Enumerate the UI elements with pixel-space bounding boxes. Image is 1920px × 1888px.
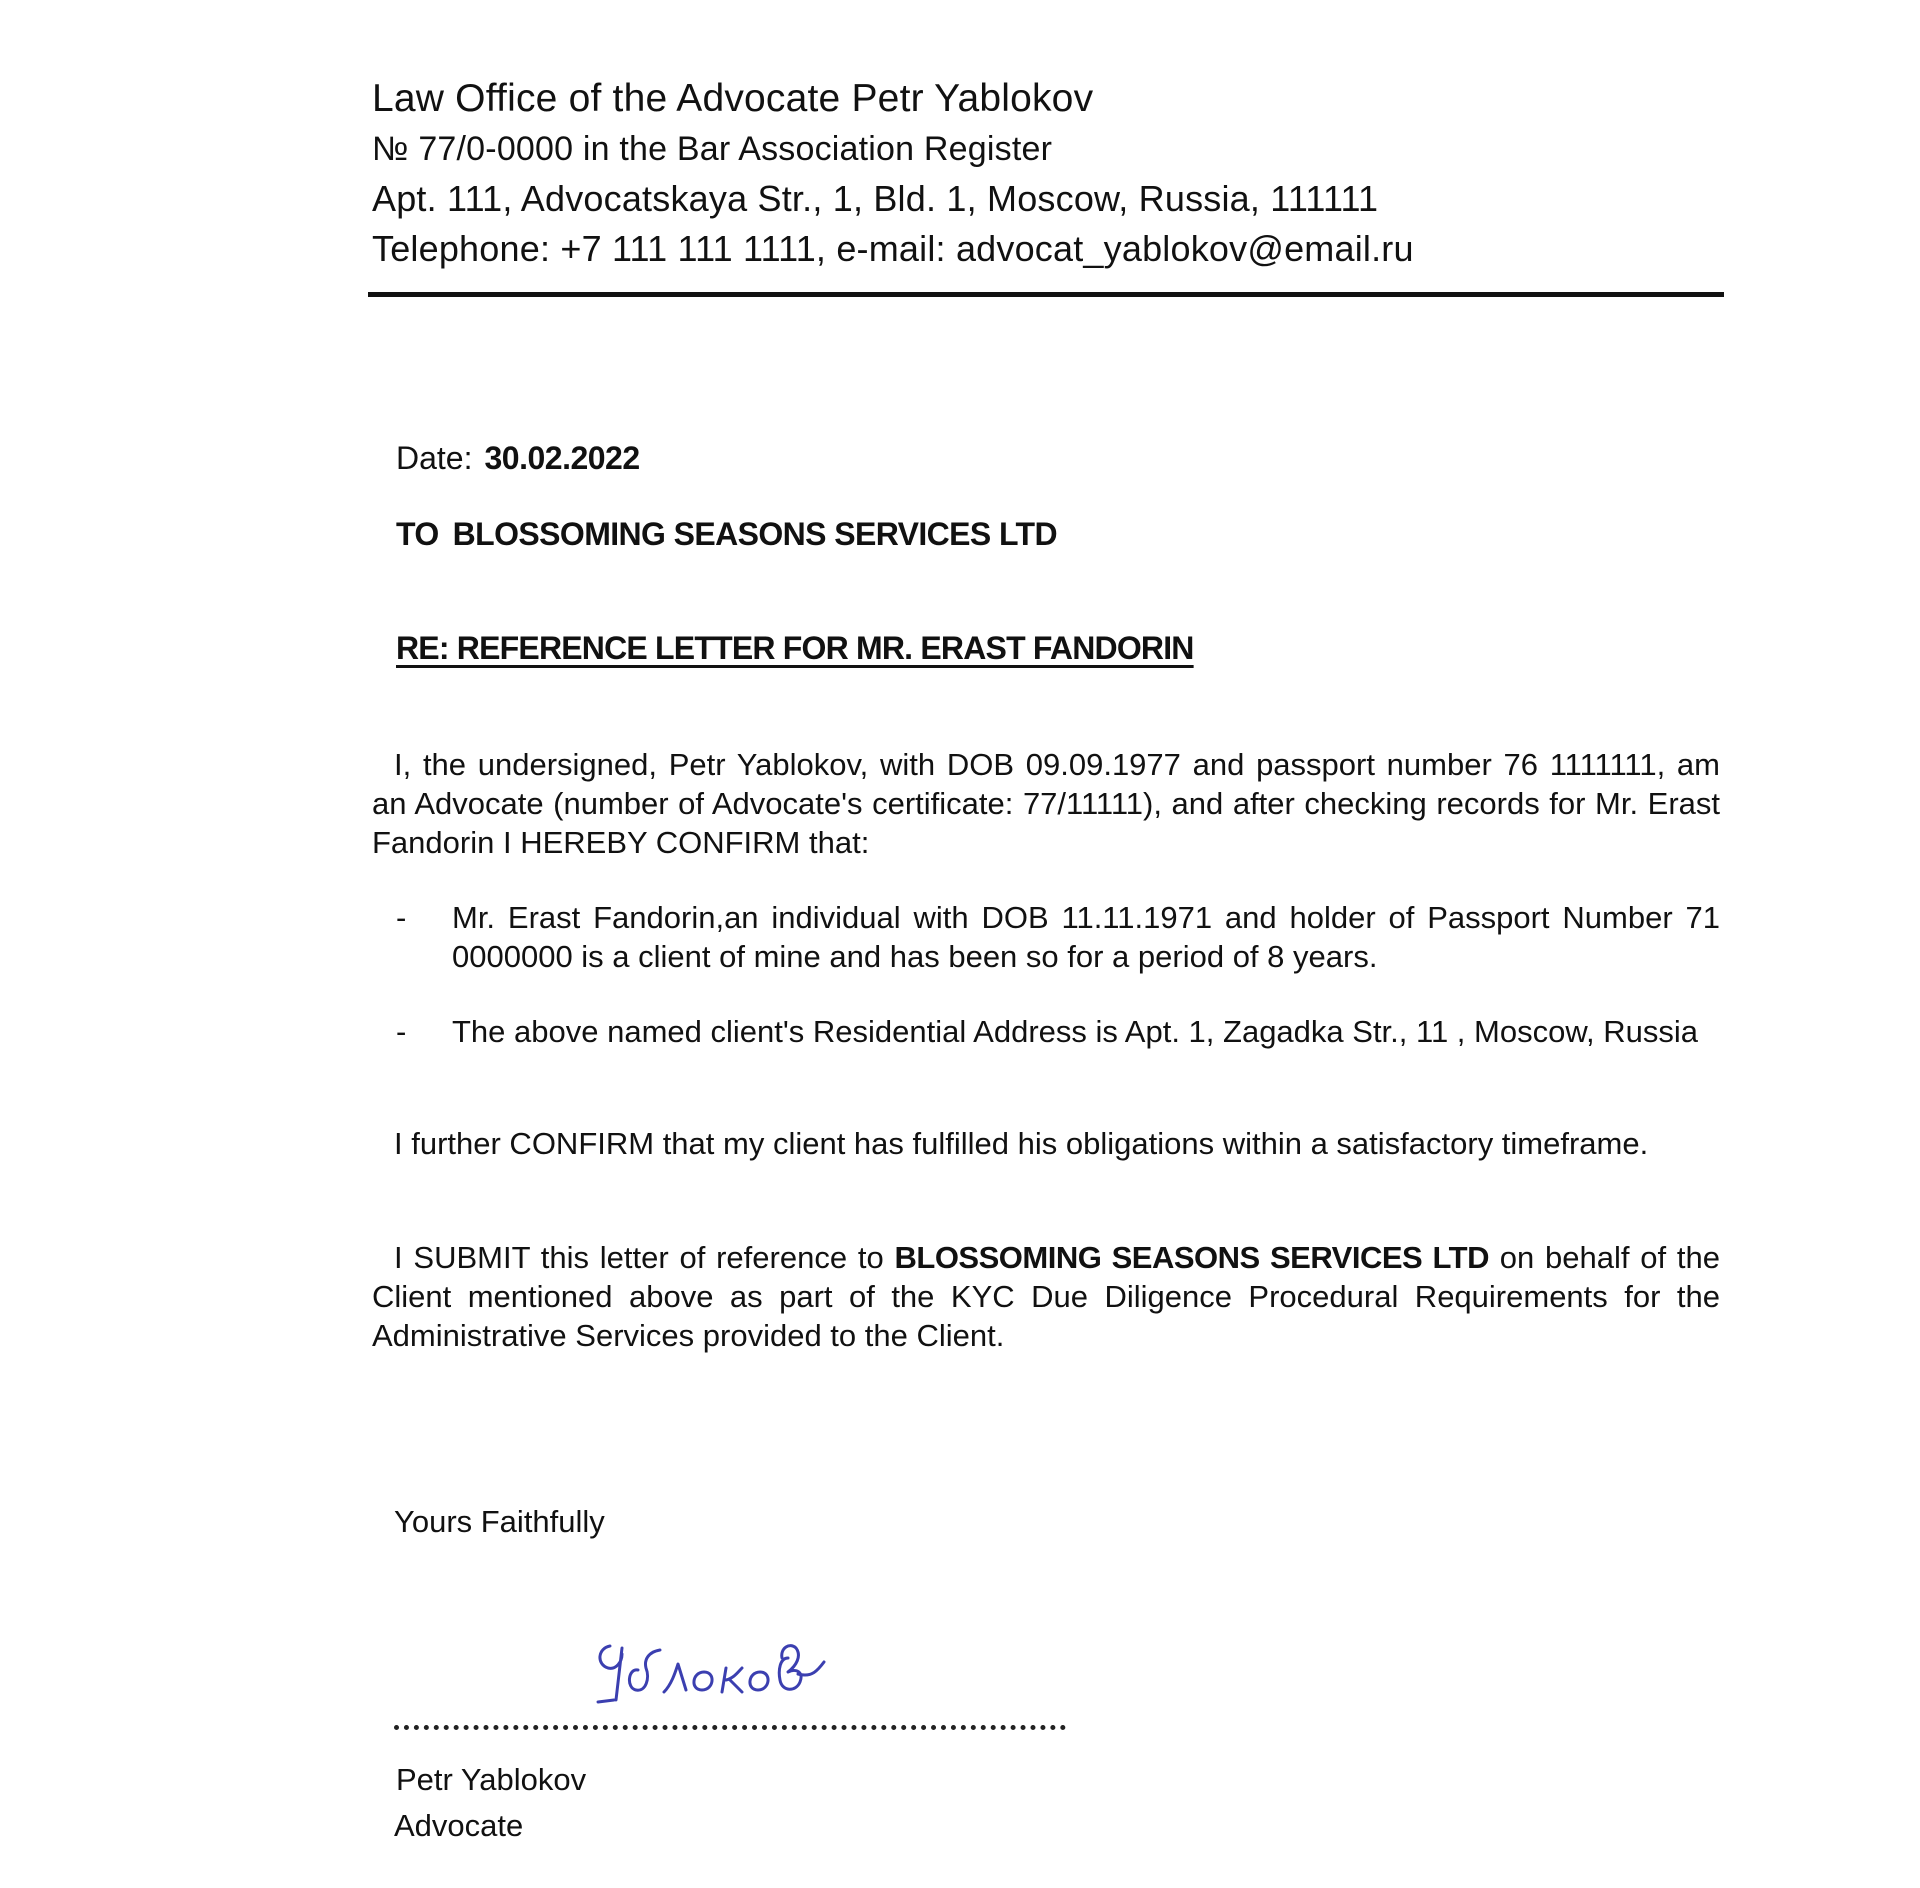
intro-paragraph: I, the undersigned, Petr Yablokov, with DOB 09.09.1977 and passport number 76 1111111, am an Advocate (number of Advocate's certificate: 77/11111), and after checking records for Mr. Erast Fandorin I HEREBY CONFIRM that: xyxy=(372,747,1720,860)
date-line xyxy=(396,440,640,477)
bullet-text: Mr. Erast Fandorin,an individual with DOB 11.11.1971 and holder of Passport Number 71 0000000 is a client of mine and has been so for a period of 8 years. xyxy=(452,900,1720,974)
date-label: Date: xyxy=(396,440,473,476)
office-contacts: Telephone: +7 111 111 1111, e-mail: advocat_yablokov@email.ru xyxy=(372,228,1414,269)
register-number: № 77/0-0000 in the Bar Association Register xyxy=(372,130,1053,168)
handwritten-signature xyxy=(592,1618,852,1708)
bullet-text: The above named client's Residential Address is Apt. 1, Zagadka Str., 11 , Moscow, Russia xyxy=(452,1014,1698,1049)
signature-line xyxy=(394,1700,1066,1730)
recipient-line xyxy=(396,516,1057,553)
header-divider xyxy=(368,292,1724,297)
office-address: Apt. 111, Advocatskaya Str., 1, Bld. 1, Moscow, Russia, 111111 xyxy=(372,178,1379,219)
submit-text-start: I SUBMIT this letter of reference to xyxy=(394,1240,884,1275)
list-item xyxy=(396,1012,1720,1051)
office-name: Law Office of the Advocate Petr Yablokov xyxy=(372,77,1094,120)
bullet-dash: - xyxy=(396,900,407,935)
submit-company: BLOSSOMING SEASONS SERVICES LTD xyxy=(894,1240,1489,1275)
bullet-dash: - xyxy=(396,1014,407,1049)
letterhead xyxy=(372,74,1732,274)
subject-line: RE: REFERENCE LETTER FOR MR. ERAST FANDORIN xyxy=(396,630,1194,666)
closing-salutation: Yours Faithfully xyxy=(394,1504,605,1539)
list-item xyxy=(396,898,1720,976)
date-value: 30.02.2022 xyxy=(484,440,640,476)
submit-text-end: on behalf of the Client mentioned above as part of the KYC Due Diligence Procedural Requirements for the Administrative Services provided to the Client. xyxy=(372,1240,1720,1353)
signer-name: Petr Yablokov xyxy=(396,1762,587,1797)
confirm-paragraph: I further CONFIRM that my client has fulfilled his obligations within a satisfactory timeframe. xyxy=(394,1126,1649,1161)
recipient-name: BLOSSOMING SEASONS SERVICES LTD xyxy=(452,516,1057,552)
recipient-prefix: TO xyxy=(396,516,439,552)
submit-paragraph xyxy=(372,1238,1720,1355)
signer-title: Advocate xyxy=(394,1808,524,1843)
